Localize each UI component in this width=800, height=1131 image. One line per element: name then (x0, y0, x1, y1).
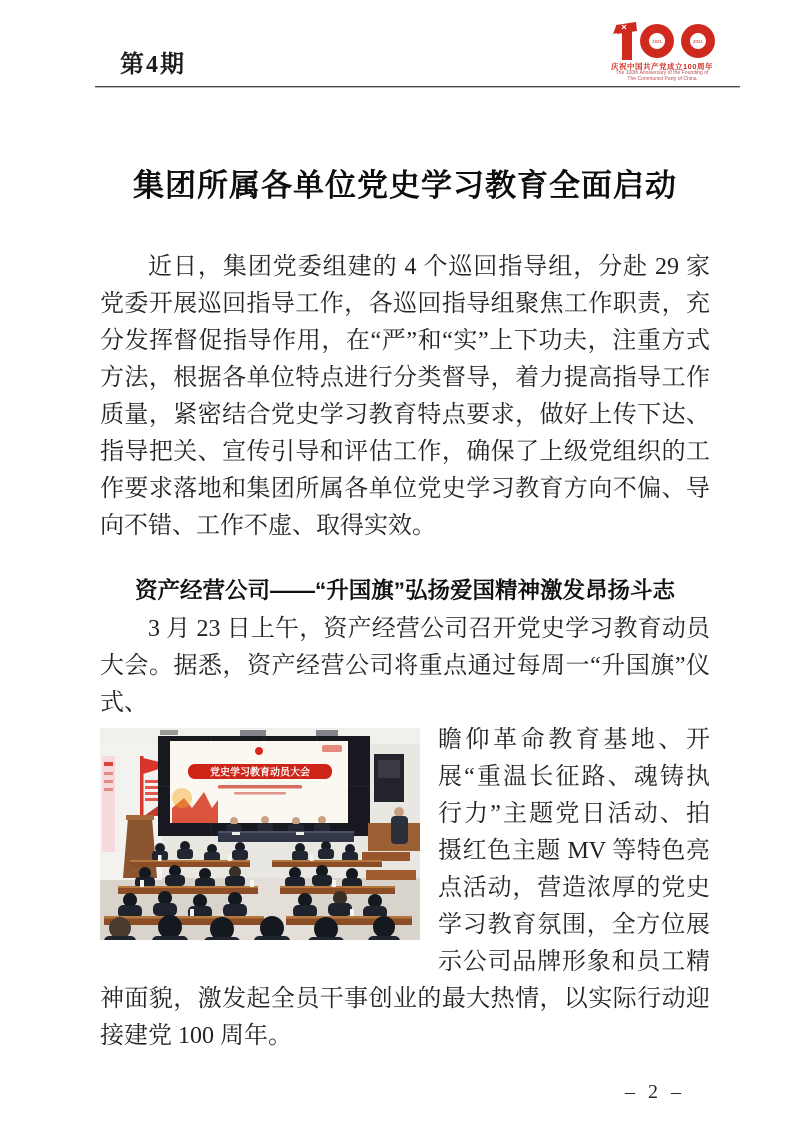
anniversary-logo (582, 22, 742, 82)
issue-label: 第4期 (120, 52, 186, 78)
logo-year-right: 2021 (692, 39, 704, 44)
page-header (0, 0, 800, 92)
article-title: 集团所属各单位党史学习教育全面启动 (133, 168, 677, 203)
paragraph-2-rest: 瞻仰革命教育基地、开展“重温长征路、魂铸执行力”主题党日活动、拍摄红色主题 MV 等特色亮点活动，营造浓厚的党史学习教育氛围，全方位展示公司品牌形象和员工精神面貌，激发起全员干事创业的最大热情，以实际行动迎接建党 100 周年。 (100, 727, 710, 1049)
section-heading: 资产经营公司——“升国旗”弘扬爱国精神激发昂扬斗志 (134, 578, 675, 603)
header-rule (95, 86, 740, 88)
paragraph-1: 近日，集团党委组建的 4 个巡回指导组，分赴 29 家党委开展巡回指导工作，各巡回指导组聚焦工作职责，充分发挥督促指导作用，在“严”和“实”上下功夫，注重方式方法，根据各单位特点进行分类督导，着力提高指导工作质量，紧密结合党史学习教育特点要求，做好上传下达、指导把关、宣传引导和评估工作，确保了上级党组织的工作要求落地和集团所属各单位党史学习教育方向不偏、导向不错、工作不虚、取得实效。 (100, 254, 710, 539)
logo-caption-en-1: The 100th Anniversary of the Founding of (615, 70, 709, 76)
wall-poster (102, 756, 115, 852)
article-body (0, 160, 800, 1104)
logo-caption-cn: 庆祝中国共产党成立100周年 (610, 62, 713, 71)
meeting-photo (100, 728, 420, 940)
page-number: – 2 – (625, 1081, 685, 1103)
paragraph-2-wrap (100, 722, 710, 1055)
logo-year-left: 1921 (651, 39, 663, 44)
anniversary-100-icon (602, 22, 722, 62)
slide-title: 党史学习教育动员大会 (210, 767, 310, 779)
podium (123, 815, 157, 878)
logo-caption-en-2: The Communist Party of China (627, 75, 697, 82)
paragraph-2-intro: 3 月 23 日上午，资产经营公司召开党史学习教育动员大会。据悉，资产经营公司将重点通过每周一“升国旗”仪式、 (100, 616, 710, 716)
